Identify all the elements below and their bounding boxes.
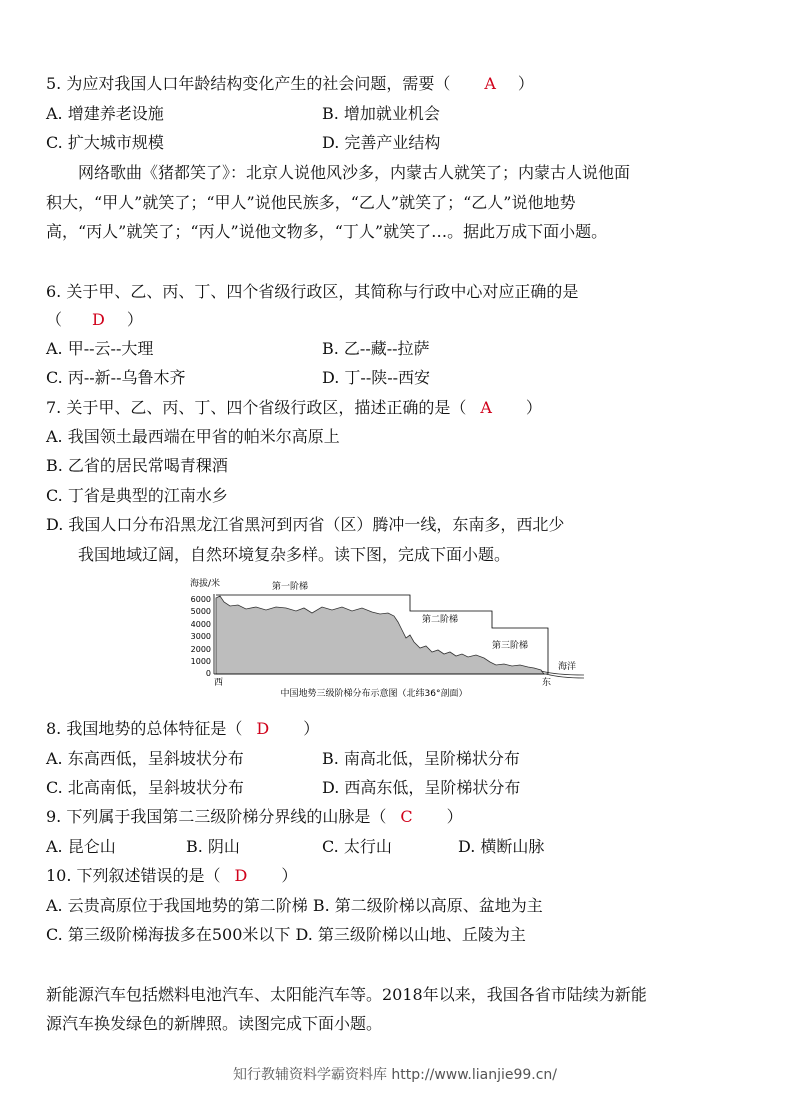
q6-option-a: A. 甲--云--大理 — [46, 339, 154, 358]
terrain-profile-figure — [186, 572, 586, 702]
q8-option-c: C. 北高南低，呈斜坡状分布 — [46, 778, 244, 797]
q8-option-d: D. 西高东低，呈阶梯状分布 — [322, 778, 521, 797]
q9-option-b: B. 阴山 — [186, 837, 240, 856]
q5-close: ） — [517, 74, 534, 93]
q9-option-d: D. 横断山脉 — [458, 837, 545, 856]
q8-stem: 8. 我国地势的总体特征是（ — [46, 719, 243, 738]
q7-option-b: B. 乙省的居民常喝青稞酒 — [46, 456, 228, 475]
q6-open: （ — [46, 310, 63, 329]
ytick-2000: 2000 — [190, 645, 211, 654]
q10-close: ） — [281, 866, 298, 885]
q7-answer: A — [480, 398, 492, 417]
ytick-5000: 5000 — [190, 607, 211, 616]
q7-option-a: A. 我国领土最西端在甲省的帕米尔高原上 — [46, 427, 340, 446]
q7-option-c: C. 丁省是典型的江南水乡 — [46, 486, 228, 505]
ytick-0: 0 — [205, 669, 211, 678]
q5-answer: A — [484, 74, 496, 93]
terrain-area — [216, 596, 544, 674]
q10-options-cd: C. 第三级阶梯海拔多在500米以下 D. 第三级阶梯以山地、丘陵为主 — [46, 925, 526, 944]
q9-stem-line — [46, 807, 463, 827]
q9-option-c: C. 太行山 — [322, 837, 392, 856]
passage3-line2: 源汽车换发绿色的新牌照。读图完成下面小题。 — [46, 1014, 383, 1033]
q5-option-a: A. 增建养老设施 — [46, 104, 164, 123]
step3-label: 第三阶梯 — [492, 641, 529, 651]
q5-option-c: C. 扩大城市规模 — [46, 133, 164, 152]
q7-stem: 7. 关于甲、乙、丙、丁、四个省级行政区，描述正确的是（ — [46, 398, 467, 417]
q8-option-a: A. 东高西低，呈斜坡状分布 — [46, 749, 244, 768]
passage1-line1: 网络歌曲《猪都笑了》：北京人说他风沙多，内蒙古人就笑了；内蒙古人说他面 — [78, 163, 631, 182]
west-label: 西 — [214, 678, 224, 688]
q6-option-c: C. 丙--新--乌鲁木齐 — [46, 368, 186, 387]
q10-stem-line — [46, 866, 297, 886]
q8-close: ） — [303, 719, 320, 738]
ytick-4000: 4000 — [190, 620, 211, 629]
q5-stem: 5. 为应对我国人口年龄结构变化产生的社会问题，需要（ — [46, 74, 451, 93]
q6-answer: D — [92, 310, 105, 329]
q6-stem: 6. 关于甲、乙、丙、丁、四个省级行政区，其简称与行政中心对应正确的是 — [46, 282, 579, 301]
q9-close: ） — [446, 807, 463, 826]
figure-ylabel: 海拔/米 — [190, 579, 221, 589]
ytick-6000: 6000 — [190, 595, 211, 604]
passage1-line3: 高，“丙人”就笑了；“丙人”说他文物多，“丁人”就笑了…。据此万成下面小题。 — [46, 222, 608, 241]
footer-watermark: 知行教辅资料学霸资料库 http://www.lianjie99.cn/ — [232, 1067, 558, 1083]
step1-label: 第一阶梯 — [272, 582, 309, 592]
passage1-line2: 积大，“甲人”就笑了；“甲人”说他民族多，“乙人”就笑了；“乙人”说他地势 — [46, 193, 576, 212]
q5-stem-line — [46, 74, 534, 94]
passage3-line1: 新能源汽车包括燃料电池汽车、太阳能汽车等。2018年以来，我国各省市陆续为新能 — [46, 985, 647, 1004]
q7-stem-line — [46, 398, 542, 418]
q5-option-b: B. 增加就业机会 — [322, 104, 440, 123]
q10-answer: D — [234, 866, 248, 885]
q6-answer-line — [46, 310, 143, 330]
figure-caption: 中国地势三级阶梯分布示意图（北纬36°剖面） — [280, 689, 468, 699]
q8-option-b: B. 南高北低，呈阶梯状分布 — [322, 749, 520, 768]
q6-option-d: D. 丁--陕--西安 — [322, 368, 431, 387]
q9-answer: C — [400, 807, 413, 826]
step2-label: 第二阶梯 — [422, 615, 459, 625]
q7-close: ） — [525, 398, 542, 417]
q6-option-b: B. 乙--藏--拉萨 — [322, 339, 430, 358]
q8-stem-line — [46, 719, 319, 739]
ytick-1000: 1000 — [190, 657, 211, 666]
q7-option-d: D. 我国人口分布沿黑龙江省黑河到丙省（区）腾冲一线，东南多，西北少 — [46, 515, 565, 534]
east-label: 东 — [542, 678, 552, 688]
sea-label: 海洋 — [558, 662, 577, 672]
q5-option-d: D. 完善产业结构 — [322, 133, 441, 152]
passage2: 我国地域辽阔，自然环境复杂多样。读下图，完成下面小题。 — [78, 545, 511, 564]
q9-option-a: A. 昆仑山 — [46, 837, 116, 856]
q9-stem: 9. 下列属于我国第二三级阶梯分界线的山脉是（ — [46, 807, 387, 826]
q6-close: ） — [126, 310, 143, 329]
ytick-3000: 3000 — [190, 632, 211, 641]
q8-answer: D — [256, 719, 270, 738]
q10-stem: 10. 下列叙述错误的是（ — [46, 866, 221, 885]
q10-options-ab: A. 云贵高原位于我国地势的第二阶梯 B. 第二级阶梯以高原、盆地为主 — [46, 896, 543, 915]
